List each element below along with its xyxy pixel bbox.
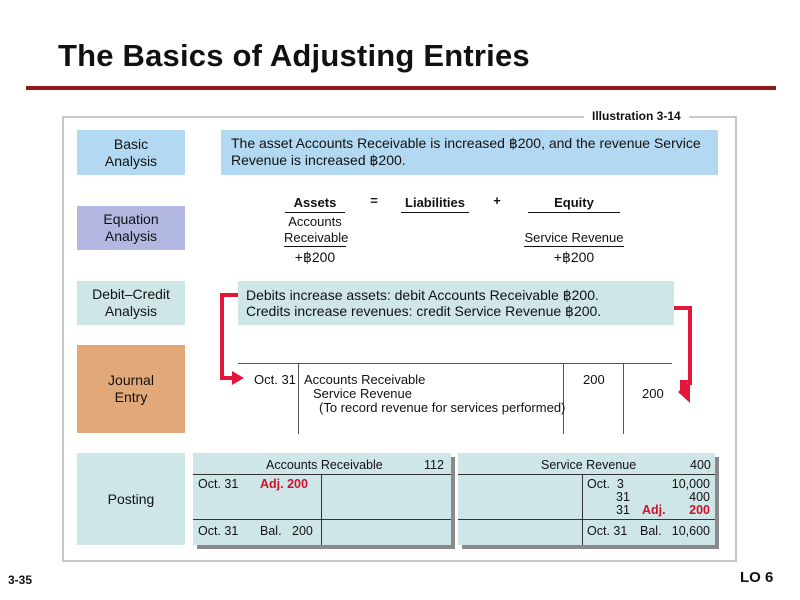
sr-row3-amount: 200 [689, 503, 710, 517]
basic-label-line2: Analysis [104, 152, 158, 169]
sr-row3-date: 31 [616, 503, 630, 517]
equation-plus-sign: + [493, 193, 501, 208]
sr-row2-date: 31 [616, 490, 630, 504]
equation-assets-heading: Assets [285, 195, 345, 213]
journal-top-rule [238, 363, 672, 364]
journal-debit-divider [563, 363, 564, 434]
equation-equals-sign: = [370, 193, 378, 208]
illustration-label: Illustration 3-14 [584, 109, 689, 123]
left-arrow-head [232, 371, 244, 385]
sr-row1-date: Oct. 3 [587, 477, 624, 491]
journal-label-line2: Entry [114, 389, 148, 405]
basic-label-line1: Basic [113, 135, 149, 152]
sr-header-rule [458, 474, 715, 475]
ar-entry-date: Oct. 31 [198, 477, 239, 491]
ar-balance-amount: 200 [292, 524, 313, 538]
debit-credit-label-line1: Debit–Credit [92, 286, 170, 302]
sr-title: Service Revenue [541, 458, 637, 472]
slide-title: The Basics of Adjusting Entries [58, 38, 530, 73]
ar-balance-rule [193, 519, 451, 520]
journal-debit-amount: 200 [583, 372, 605, 387]
ar-balance-date: Oct. 31 [198, 524, 239, 538]
sr-row2-amount: 400 [689, 490, 710, 504]
equity-account: Service Revenue [524, 230, 624, 245]
page-number: 3-35 [8, 573, 33, 587]
journal-explanation: (To record revenue for services performed) [319, 400, 566, 415]
right-arrow-line [674, 308, 690, 385]
asset-amount: +฿200 [294, 249, 336, 265]
equation-liabilities-heading: Liabilities [401, 195, 469, 213]
sr-balance-label: Bal. [640, 524, 662, 538]
asset-account-line1: Accounts [288, 214, 342, 229]
sr-balance-date: Oct. 31 [587, 524, 628, 538]
sr-balance-amount: 10,600 [671, 524, 710, 538]
ar-balance-label: Bal. [260, 524, 282, 538]
sr-center-rule [582, 474, 583, 545]
ar-center-rule [321, 474, 322, 545]
journal-label-line1: Journal [108, 372, 154, 388]
journal-debit-account: Accounts Receivable [304, 372, 426, 387]
debit-credit-line1: Debits increase assets: debit Accounts Receivable ฿200. [246, 287, 599, 303]
equity-amount: +฿200 [553, 249, 595, 265]
debit-credit-line2: Credits increase revenues: credit Service Revenue ฿200. [246, 303, 602, 319]
ar-adjusting-entry: Adj. 200 [260, 477, 308, 491]
sr-balance-rule [458, 519, 715, 520]
journal-credit-account: Service Revenue [313, 386, 412, 401]
learning-objective: LO 6 [740, 569, 774, 586]
journal-date: Oct. 31 [254, 372, 296, 387]
journal-date-divider [298, 363, 299, 434]
ar-header-rule [193, 474, 451, 475]
journal-credit-amount: 200 [642, 386, 664, 401]
journal-credit-divider [623, 363, 624, 434]
posting-label-text: Posting [107, 490, 155, 507]
sr-number: 400 [690, 458, 711, 472]
ar-title: Accounts Receivable [266, 458, 383, 472]
equation-equity-heading: Equity [528, 195, 620, 213]
debit-credit-label-line2: Analysis [104, 303, 158, 319]
ar-number: 112 [424, 458, 444, 472]
equation-label-line2: Analysis [104, 228, 158, 244]
sr-row3-label: Adj. [642, 503, 666, 517]
sr-row1-amount: 10,000 [671, 477, 710, 491]
basic-analysis-line1: The asset Accounts Receivable is increased ฿200, and the revenue Service [231, 135, 701, 151]
basic-analysis-line2: Revenue is increased ฿200. [231, 152, 406, 168]
left-arrow-line [222, 295, 238, 378]
asset-account-line2: Receivable [284, 230, 349, 245]
equation-label-line1: Equation [103, 211, 159, 227]
